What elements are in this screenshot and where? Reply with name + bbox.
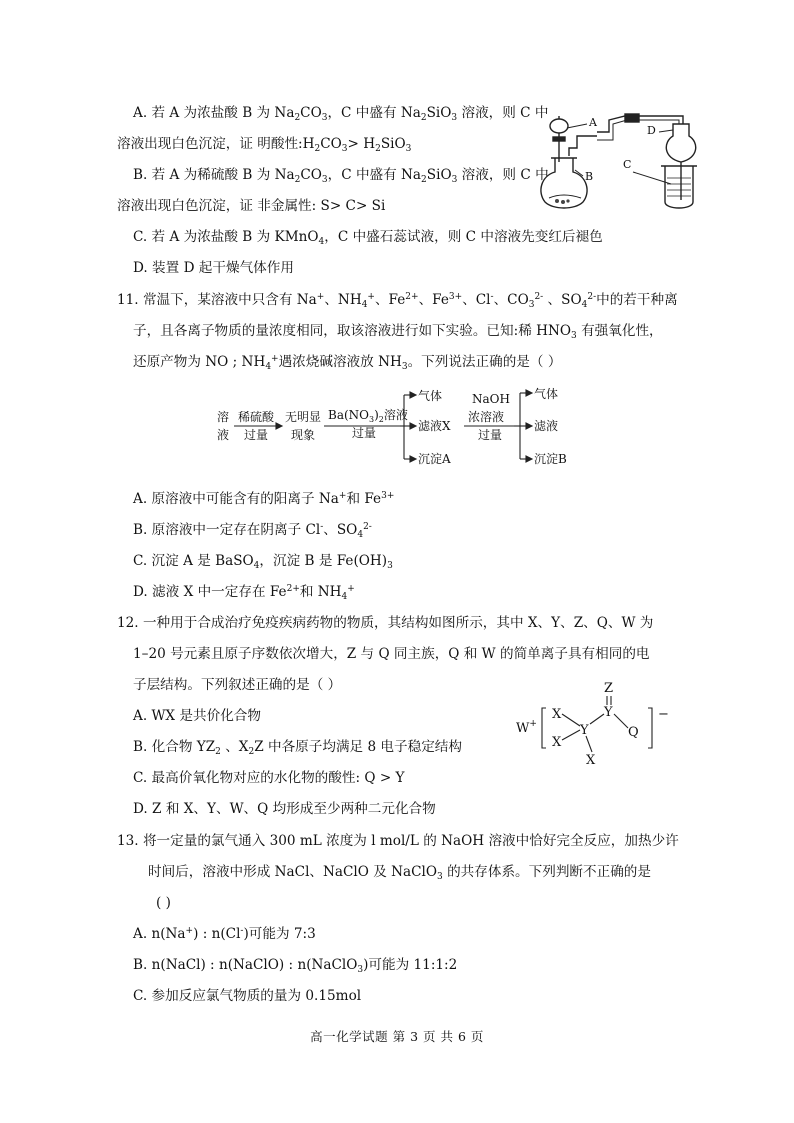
- q10-option-c: C. 若 A 为浓盐酸 B 为 KMnO$_4$，C 中盛石蕊试液，则 C 中溶液先变红后褪色: [133, 229, 603, 247]
- flow-mid1-2: 现象: [291, 428, 316, 442]
- flow-branch2-filtrate: 滤液: [534, 419, 559, 433]
- q10-option-b-line1: B. 若 A 为稀硫酸 B 为 $Na_2CO_3$，C 中盛有 $Na_2SiO_3$ 溶液，则 C 中: [133, 167, 549, 185]
- structure-w: W+: [516, 719, 537, 736]
- flow-step3-concentration: 浓溶液: [468, 410, 505, 424]
- q11-stem-line1: 11. 常温下，某溶液中只含有 Na+、$NH_4^+$、$Fe^{2+}$、$Fe^{3+}$、Cl-、$CO_3^{2-}$ 、$SO_4^{2-}$中的若干种离: [117, 292, 678, 310]
- apparatus-label-d: D: [647, 124, 656, 137]
- flow-step3-amount: 过量: [478, 428, 503, 442]
- structure-z: Z: [604, 681, 614, 696]
- q10-option-a-line2: 溶液出现白色沉淀，证 明酸性$:H_2CO_3> H_2SiO_3$: [117, 136, 412, 154]
- q10-option-b-line2: 溶液出现白色沉淀，证 非金属性: S> C> Si: [117, 198, 386, 214]
- q10-option-d: D. 装置 D 起干燥气体作用: [133, 260, 294, 276]
- flow-start-1: 溶: [217, 410, 230, 424]
- q13-answer-bracket: ( ): [156, 895, 171, 911]
- q11-flow-diagram: [212, 385, 582, 470]
- structure-y-right: Y: [604, 705, 613, 720]
- q11-option-b: B. 原溶液中一定存在阴离子 Cl-、$SO_4^{2-}$: [133, 522, 372, 540]
- q12-stem-line3: 子层结构。下列叙述正确的是（ ）: [133, 677, 342, 693]
- q13-stem-line2: 时间后，溶液中形成 NaCl、NaClO 及 NaClO$_3$ 的共存体系。下列判断不正确的是: [148, 864, 651, 882]
- q13-option-a: A. n(Na+) : n(Cl-)可能为 7:3: [133, 926, 316, 942]
- gas-apparatus-figure: [533, 106, 711, 216]
- q13-option-c: C. 参加反应氯气物质的量为 0.15mol: [133, 988, 362, 1004]
- flow-branch1-gas: 气体: [418, 389, 443, 403]
- structure-q: Q: [628, 725, 639, 740]
- structure-x-top: X: [552, 707, 562, 722]
- structure-y-left: Y: [580, 723, 589, 738]
- flow-step2-reagent: $Ba(NO_3)_2$溶液: [328, 408, 408, 424]
- q11-option-a: A. 原溶液中可能含有的阳离子 Na+和 $Fe^{3+}$: [133, 491, 395, 507]
- q12-option-c: C. 最高价氧化物对应的水化物的酸性: Q > Y: [133, 770, 405, 786]
- page-footer: 高一化学试题 第 3 页 共 6 页: [310, 1029, 484, 1044]
- flow-branch1-ppt: 沉淀A: [418, 452, 451, 466]
- flow-step1-reagent: 稀硫酸: [238, 410, 275, 424]
- apparatus-label-b: B: [585, 170, 594, 183]
- apparatus-label-a: A: [589, 116, 597, 129]
- q13-stem-line1: 13. 将一定量的氯气通入 300 mL 浓度为 l mol/L 的 NaOH 溶液中恰好完全反应，加热少许: [117, 833, 679, 849]
- flow-branch2-gas: 气体: [534, 387, 559, 401]
- flow-step2-amount: 过量: [352, 426, 377, 440]
- flow-start-2: 液: [217, 428, 230, 442]
- q12-stem-line2: 1–20 号元素且原子序数依次增大，Z 与 Q 同主族，Q 和 W 的简单离子具有相同的电: [133, 646, 650, 662]
- q12-structure-diagram: [512, 678, 672, 770]
- q11-stem-line2: 子，且各离子物质的量浓度相同，取该溶液进行如下实验。已知:稀 $HNO_3$ 有强氧化性，: [133, 323, 663, 341]
- q10-option-a-line1: A. 若 A 为浓盐酸 B 为 $Na_2CO_3$，C 中盛有 $Na_2SiO_3$ 溶液，则 C 中: [133, 105, 549, 123]
- q12-option-d: D. Z 和 X、Y、W、Q 均形成至少两种二元化合物: [133, 801, 436, 817]
- flow-branch2-ppt: 沉淀B: [534, 452, 567, 466]
- q12-stem-line1: 12. 一种用于合成治疗免疫疾病药物的物质，其结构如图所示，其中 X、Y、Z、Q、W 为: [117, 615, 654, 631]
- q11-stem-line3: 还原产物为 NO ; $NH_4^+$遇浓烧碱溶液放 $NH_3$。下列说法正确的是（ ）: [133, 354, 562, 372]
- flow-step1-amount: 过量: [244, 428, 269, 442]
- apparatus-label-c: C: [623, 158, 632, 171]
- flow-branch1-filtrate: 滤液X: [418, 419, 451, 433]
- q11-option-d: D. 滤液 X 中一定存在 $Fe^{2+}$和 $NH_4^+$: [133, 584, 355, 602]
- flow-step3-reagent: NaOH: [472, 392, 510, 406]
- q11-option-c: C. 沉淀 A 是 BaSO$_4$，沉淀 B 是 $Fe(OH)_3$: [133, 553, 393, 571]
- structure-x-bottom: X: [552, 735, 562, 750]
- q12-option-b: B. 化合物 $YZ_2$ 、$X_2Z$ 中各原子均满足 8 电子稳定结构: [133, 739, 462, 757]
- q13-option-b: B. n(NaCl) : n(NaClO) : n(NaClO$_3$)可能为 11:1:2: [133, 957, 458, 975]
- structure-x-lower: X: [586, 753, 596, 768]
- structure-charge: −: [658, 707, 669, 722]
- q12-option-a: A. WX 是共价化合物: [133, 708, 261, 724]
- flow-mid1-1: 无明显: [285, 410, 322, 424]
